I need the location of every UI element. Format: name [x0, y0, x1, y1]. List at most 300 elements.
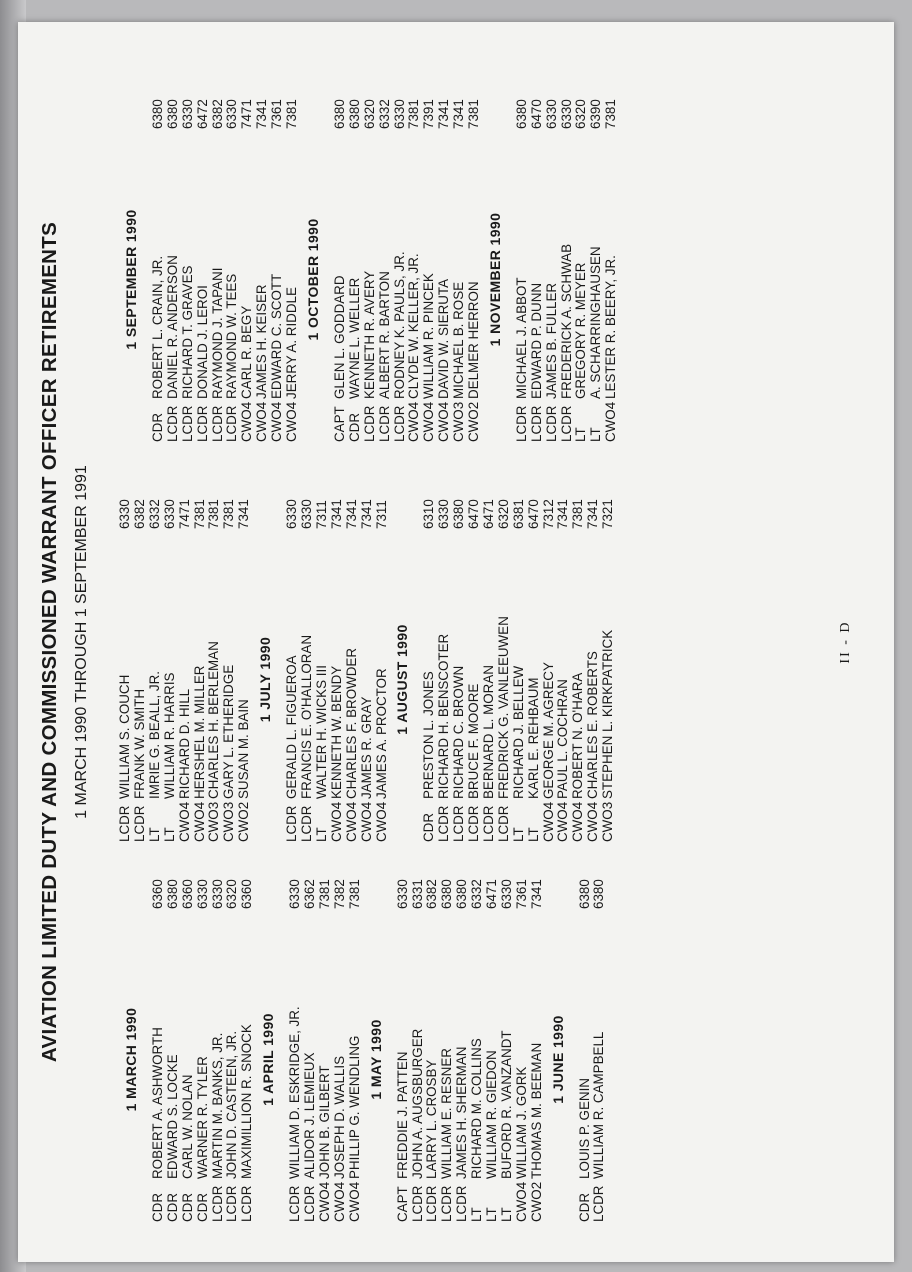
rank: LCDR [164, 405, 180, 442]
officer-name: LARRY L. CROSBY [424, 1059, 440, 1179]
rank: CWO4 [343, 801, 359, 842]
rank: LCDR [543, 405, 559, 442]
designator-code: 6380 [439, 879, 455, 909]
officer-name: RICHARD M. COLLINS [469, 1038, 485, 1179]
table-row [556, 457, 571, 842]
officer-name: JAMES R. GRAY [358, 696, 374, 799]
table-row [512, 457, 527, 842]
table-row [285, 457, 300, 842]
rank: LT [498, 1207, 514, 1222]
officer-name: EDWARD C. SCOTT [269, 273, 285, 399]
rank: CAPT [394, 1186, 410, 1222]
table-row [207, 457, 222, 842]
officer-name: JAMES A. PROCTOR [373, 668, 389, 799]
officer-name: WARNER R. TYLER [194, 1056, 210, 1179]
table-row [360, 457, 375, 842]
rank: CWO4 [316, 1181, 332, 1222]
rank: LT [510, 827, 526, 842]
designator-code: 7381 [346, 879, 362, 909]
rank: LCDR [209, 1185, 225, 1222]
rank: CWO4 [406, 401, 422, 442]
rank: LCDR [591, 1185, 607, 1222]
column-3 [118, 57, 619, 442]
table-row [527, 457, 542, 842]
section-date: 1 JUNE 1990 [549, 1015, 566, 1104]
officer-name: JOHN B. GILBERT [316, 1065, 332, 1179]
date-section [118, 837, 255, 1222]
designator-code: 6330 [117, 499, 132, 529]
officer-name: DONALD J. LEROI [194, 285, 210, 399]
rank: LCDR [131, 805, 147, 842]
table-row [407, 57, 422, 442]
designator-code: 7381 [206, 499, 222, 529]
rank: CWO4 [191, 801, 207, 842]
officer-name: FREDERICK A. SCHWAB [558, 243, 574, 399]
rank: CWO4 [603, 401, 619, 442]
table-row [196, 57, 211, 442]
rank: LCDR [224, 1185, 240, 1222]
table-row [222, 457, 237, 842]
section-date: 1 NOVEMBER 1990 [486, 212, 503, 347]
officer-name: A. SCHARRINGHAUSEN [588, 246, 604, 399]
designator-code: 7471 [239, 99, 255, 129]
officer-name: GEORGE M. AGRECY [540, 662, 556, 799]
designator-code: 7381 [406, 99, 422, 129]
table-row [393, 57, 408, 442]
rank: CWO4 [239, 401, 255, 442]
rank: LCDR [513, 405, 529, 442]
designator-code: 6472 [194, 99, 210, 129]
officer-name: MICHAEL J. ABBOT [513, 277, 529, 399]
rank: LCDR [439, 1185, 455, 1222]
page-subtitle: 1 MARCH 1990 THROUGH 1 SEPTEMBER 1991 [73, 465, 90, 819]
table-row [151, 57, 166, 442]
table-row [470, 837, 485, 1222]
table-row [196, 837, 211, 1222]
table-row [166, 57, 181, 442]
table-row [315, 457, 330, 842]
officer-name: DELMER HERRON [466, 281, 482, 399]
rank: CWO4 [555, 801, 571, 842]
officer-name: CHARLES F. BROWDER [343, 647, 359, 799]
rank: LCDR [424, 1185, 440, 1222]
officer-name: WILLIAM R. HARRIS [161, 672, 177, 799]
table-row [396, 837, 411, 1222]
table-row [586, 457, 601, 842]
officer-name: DAVID W. SIERUTA [436, 278, 452, 399]
table-row [440, 837, 455, 1222]
rank: LCDR [284, 805, 300, 842]
designator-code: 7341 [528, 879, 544, 909]
rank: CWO4 [373, 801, 389, 842]
officer-name: KENNETH W. BENDY [328, 665, 344, 799]
officer-name: ROBERT N. O'HARA [570, 672, 586, 799]
officer-name: BERNARD L. MORAN [480, 665, 496, 799]
table-row [542, 457, 557, 842]
table-row [485, 837, 500, 1222]
table-row [237, 457, 252, 842]
designator-code: 7381 [570, 499, 586, 529]
officer-name: FREDDIE J. PATTEN [394, 1051, 410, 1179]
officer-name: FRANCIS E. O'HALLORAN [298, 634, 314, 799]
rank: LCDR [287, 1185, 303, 1222]
designator-code: 6362 [302, 879, 318, 909]
table-row [255, 57, 270, 442]
designator-code: 6330 [558, 99, 574, 129]
table-row [181, 57, 196, 442]
rank: LT [573, 427, 589, 442]
table-row [225, 837, 240, 1222]
officer-name: JOSEPH D. WALLIS [331, 1055, 347, 1179]
rank: CWO4 [254, 401, 270, 442]
officer-name: GLEN L. GODDARD [331, 275, 347, 399]
table-row [333, 57, 348, 442]
column-2 [118, 457, 616, 842]
designator-code: 6470 [466, 499, 482, 529]
designator-code: 6382 [131, 499, 147, 529]
officer-name: WILLIAM E. RESNER [439, 1048, 455, 1179]
table-row [455, 837, 470, 1222]
rank: LT [588, 427, 604, 442]
table-row [592, 837, 607, 1222]
designator-code: 6380 [164, 99, 180, 129]
table-row [560, 57, 575, 442]
rank: CWO4 [331, 1181, 347, 1222]
rank: CDR [346, 412, 362, 442]
table-row [148, 457, 163, 842]
officer-name: HERSHEL M. MILLER [191, 665, 207, 799]
designator-code: 6332 [469, 879, 485, 909]
rank: LCDR [436, 805, 452, 842]
rank: LCDR [495, 805, 511, 842]
designator-code: 7361 [513, 879, 529, 909]
date-section [389, 457, 616, 842]
officer-name: LESTER R. BEERY, JR. [603, 255, 619, 399]
officer-name: ALIDOR J. LEMIEUX [302, 1052, 318, 1179]
designator-code: 6360 [239, 879, 255, 909]
officer-name: MAXIMILLION R. SNOCK [239, 1024, 255, 1179]
rank: CWO4 [358, 801, 374, 842]
designator-code: 6380 [149, 99, 165, 129]
rank: LCDR [451, 805, 467, 842]
document-page [18, 22, 894, 1262]
designator-code: 7311 [373, 500, 389, 529]
rotated-content [18, 22, 894, 1262]
page-title: AVIATION LIMITED DUTY AND COMMISSIONED WARRANT OFFICER RETIREMENTS [38, 221, 61, 1063]
rank: CWO4 [421, 401, 437, 442]
designator-code: 6330 [287, 879, 303, 909]
officer-name: BRUCE F. MOORE [466, 683, 482, 799]
designator-code: 7311 [313, 500, 329, 529]
officer-name: STEPHEN L. KIRKPATRICK [600, 629, 616, 799]
table-row [601, 457, 616, 842]
officer-name: GERALD L. FIGUEROA [284, 655, 300, 799]
designator-code: 7381 [191, 499, 207, 529]
rank: CWO4 [346, 1181, 362, 1222]
section-date: 1 AUGUST 1990 [394, 624, 411, 735]
designator-code: 6330 [394, 879, 410, 909]
table-row [133, 457, 148, 842]
designator-code: 6330 [298, 499, 314, 529]
officer-name: GREGORY R. MEYER [573, 262, 589, 399]
rank: LCDR [528, 405, 544, 442]
table-row [530, 837, 545, 1222]
officer-name: WILLIAM R. GIEDON [484, 1050, 500, 1179]
designator-code: 6332 [376, 99, 392, 129]
officer-name: JOHN D. CASTEEN, JR. [224, 1030, 240, 1179]
date-section [118, 457, 252, 842]
designator-code: 6380 [513, 99, 529, 129]
officer-name: RICHARD T. GRAVES [179, 265, 195, 399]
rank: CWO3 [451, 401, 467, 442]
designator-code: 7341 [555, 499, 571, 529]
table-row [363, 57, 378, 442]
rank: CWO4 [540, 801, 556, 842]
officer-name: WILLIAM R. CAMPBELL [591, 1031, 607, 1179]
designator-code: 6380 [591, 879, 607, 909]
table-row [211, 57, 226, 442]
designator-code: 6471 [484, 879, 500, 909]
officer-name: MICHAEL B. ROSE [451, 281, 467, 399]
table-row [303, 837, 318, 1222]
officer-name: JOHN A. AUGSBURGER [409, 1028, 425, 1179]
rank: LT [313, 827, 329, 842]
officer-name: RICHARD C. BROWN [451, 665, 467, 799]
officer-name: PAUL L. COCHRAN [555, 679, 571, 799]
designator-code: 6330 [284, 499, 300, 529]
officer-name: WILLIAM J. GORK [513, 1066, 529, 1179]
designator-code: 7341 [585, 499, 601, 529]
designator-code: 7381 [603, 99, 619, 129]
date-section [482, 57, 619, 442]
table-row [515, 837, 530, 1222]
table-row [193, 457, 208, 842]
officer-name: DANIEL R. ANDERSON [164, 255, 180, 399]
designator-code: 7391 [421, 99, 437, 129]
designator-code: 6380 [454, 879, 470, 909]
table-row [571, 457, 586, 842]
table-row [118, 457, 133, 842]
officer-name: WILLIAM D. ESKRIDGE, JR. [287, 1006, 303, 1179]
officer-name: SUSAN M. BAIN [236, 699, 252, 799]
table-row [348, 57, 363, 442]
rank: LCDR [454, 1185, 470, 1222]
table-row [482, 457, 497, 842]
rank: LCDR [361, 405, 377, 442]
rank: CWO2 [236, 801, 252, 842]
designator-code: 7381 [221, 499, 237, 529]
designator-code: 6331 [409, 879, 425, 909]
designator-code: 6380 [451, 499, 467, 529]
table-row [604, 57, 619, 442]
rank: CDR [194, 1192, 210, 1222]
table-row [211, 837, 226, 1222]
rank: CWO4 [269, 401, 285, 442]
rank: CDR [149, 412, 165, 442]
officer-name: JAMES H. SHERMAN [454, 1046, 470, 1179]
officer-name: ALBERT R. BARTON [376, 271, 392, 399]
rank: LCDR [209, 405, 225, 442]
designator-code: 7381 [316, 879, 332, 909]
designator-code: 6380 [346, 99, 362, 129]
designator-code: 7341 [236, 499, 252, 529]
officer-name: CLYDE W. KELLER, JR. [406, 253, 422, 399]
rank: CWO4 [436, 401, 452, 442]
rank: LT [146, 827, 162, 842]
officer-name: FREDRICK G. VANLEEUWEN [495, 616, 511, 799]
designator-code: 6330 [391, 99, 407, 129]
designator-code: 6320 [224, 879, 240, 909]
designator-code: 7381 [284, 99, 300, 129]
table-row [452, 57, 467, 442]
designator-code: 6360 [179, 879, 195, 909]
table-row [270, 57, 285, 442]
officer-name: JERRY A. RIDDLE [284, 287, 300, 399]
page-number: II - D [838, 620, 853, 664]
designator-code: 6330 [436, 499, 452, 529]
designator-code: 7341 [328, 499, 344, 529]
officer-name: WILLIAM S. COUCH [117, 674, 132, 799]
rank: LCDR [466, 805, 482, 842]
officer-name: GARY L. ETHERIDGE [221, 664, 237, 799]
designator-code: 7471 [176, 499, 192, 529]
rank: CWO4 [328, 801, 344, 842]
rank: CDR [421, 812, 437, 842]
officer-name: WILLIAM R. PINCEK [421, 273, 437, 399]
rank: LCDR [302, 1185, 318, 1222]
table-row [574, 57, 589, 442]
designator-code: 7341 [436, 99, 452, 129]
officer-name: RICHARD D. HILL [176, 688, 192, 799]
table-row [288, 837, 303, 1222]
rank: LT [525, 827, 541, 842]
table-row [333, 837, 348, 1222]
rank: LCDR [480, 805, 496, 842]
designator-code: 6470 [528, 99, 544, 129]
table-row [422, 57, 437, 442]
date-section [545, 837, 608, 1222]
rank: CWO4 [513, 1181, 529, 1222]
rank: LCDR [194, 405, 210, 442]
designator-code: 6320 [361, 99, 377, 129]
table-row [437, 57, 452, 442]
officer-name: KARL E. REHBAUM [525, 677, 541, 799]
designator-code: 6310 [421, 499, 437, 529]
designator-code: 6360 [149, 879, 165, 909]
table-row [515, 57, 530, 442]
rank: CWO2 [528, 1181, 544, 1222]
officer-name: PRESTON L. JONES [421, 671, 437, 799]
rank: LCDR [298, 805, 314, 842]
officer-name: PHILLIP G. WENDLING [346, 1035, 362, 1179]
date-section [363, 837, 545, 1222]
designator-code: 6380 [331, 99, 347, 129]
table-row [151, 837, 166, 1222]
designator-code: 6332 [146, 499, 162, 529]
rank: LCDR [409, 1185, 425, 1222]
officer-name: WAYNE L. WELLER [346, 277, 362, 399]
designator-code: 7341 [451, 99, 467, 129]
designator-code: 6330 [224, 99, 240, 129]
rank: CDR [164, 1192, 180, 1222]
officer-name: IMRIE G. BEALL, JR. [146, 671, 162, 799]
table-row [425, 837, 440, 1222]
table-row [181, 837, 196, 1222]
officer-name: BUFORD R. VANZANDT [498, 1030, 514, 1179]
rank: CWO2 [466, 401, 482, 442]
rank: CWO4 [585, 801, 601, 842]
rank: LCDR [376, 405, 392, 442]
designator-code: 7382 [331, 879, 347, 909]
rank: LCDR [117, 805, 132, 842]
designator-code: 6320 [495, 499, 511, 529]
rank: LT [469, 1207, 485, 1222]
table-row [318, 837, 333, 1222]
designator-code: 6330 [543, 99, 559, 129]
rank: CAPT [331, 406, 347, 442]
table-row [578, 837, 593, 1222]
table-row [345, 457, 360, 842]
designator-code: 6330 [161, 499, 177, 529]
rank: CWO4 [570, 801, 586, 842]
rank: LCDR [239, 1185, 255, 1222]
designator-code: 6330 [209, 879, 225, 909]
designator-code: 6390 [588, 99, 604, 129]
designator-code: 6471 [480, 499, 496, 529]
section-date: 1 APRIL 1990 [260, 1013, 277, 1106]
table-row [497, 457, 512, 842]
table-row [437, 457, 452, 842]
date-section [118, 57, 300, 442]
designator-code: 7341 [358, 499, 374, 529]
officer-name: CHARLES E. ROBERTS [585, 651, 601, 799]
table-row [300, 457, 315, 842]
table-row [422, 457, 437, 842]
rank: CWO3 [600, 801, 616, 842]
designator-code: 6470 [525, 499, 541, 529]
officer-name: LOUIS P. GENIN [576, 1078, 592, 1179]
rank: LCDR [179, 405, 195, 442]
officer-name: RAYMOND J. TAPANI [209, 267, 225, 399]
table-row [178, 457, 193, 842]
officer-name: RODNEY K. PAULS, JR. [391, 251, 407, 399]
officer-name: THOMAS M. BEEMAN [528, 1042, 544, 1179]
rank: LCDR [558, 405, 574, 442]
table-row [285, 57, 300, 442]
officer-name: ROBERT L. CRAIN, JR. [149, 255, 165, 399]
table-row [411, 837, 426, 1222]
designator-code: 6382 [424, 879, 440, 909]
designator-code: 6330 [498, 879, 514, 909]
table-row [467, 457, 482, 842]
table-row [452, 457, 467, 842]
officer-name: CHARLES H. BERLEMAN [206, 641, 222, 799]
officer-name: WALTER H. WICKS III [313, 665, 329, 799]
rank: LCDR [391, 405, 407, 442]
designator-code: 6330 [179, 99, 195, 129]
table-row [530, 57, 545, 442]
designator-code: 7341 [343, 499, 359, 529]
officer-name: CARL W. NOLAN [179, 1074, 195, 1179]
date-section [255, 837, 362, 1222]
rank: CWO3 [221, 801, 237, 842]
table-row [589, 57, 604, 442]
officer-name: JAMES B. FULLER [543, 282, 559, 399]
section-date: 1 OCTOBER 1990 [304, 218, 321, 341]
officer-name: RICHARD J. BELLEW [510, 665, 526, 799]
table-row [163, 457, 178, 842]
rank: CWO3 [206, 801, 222, 842]
